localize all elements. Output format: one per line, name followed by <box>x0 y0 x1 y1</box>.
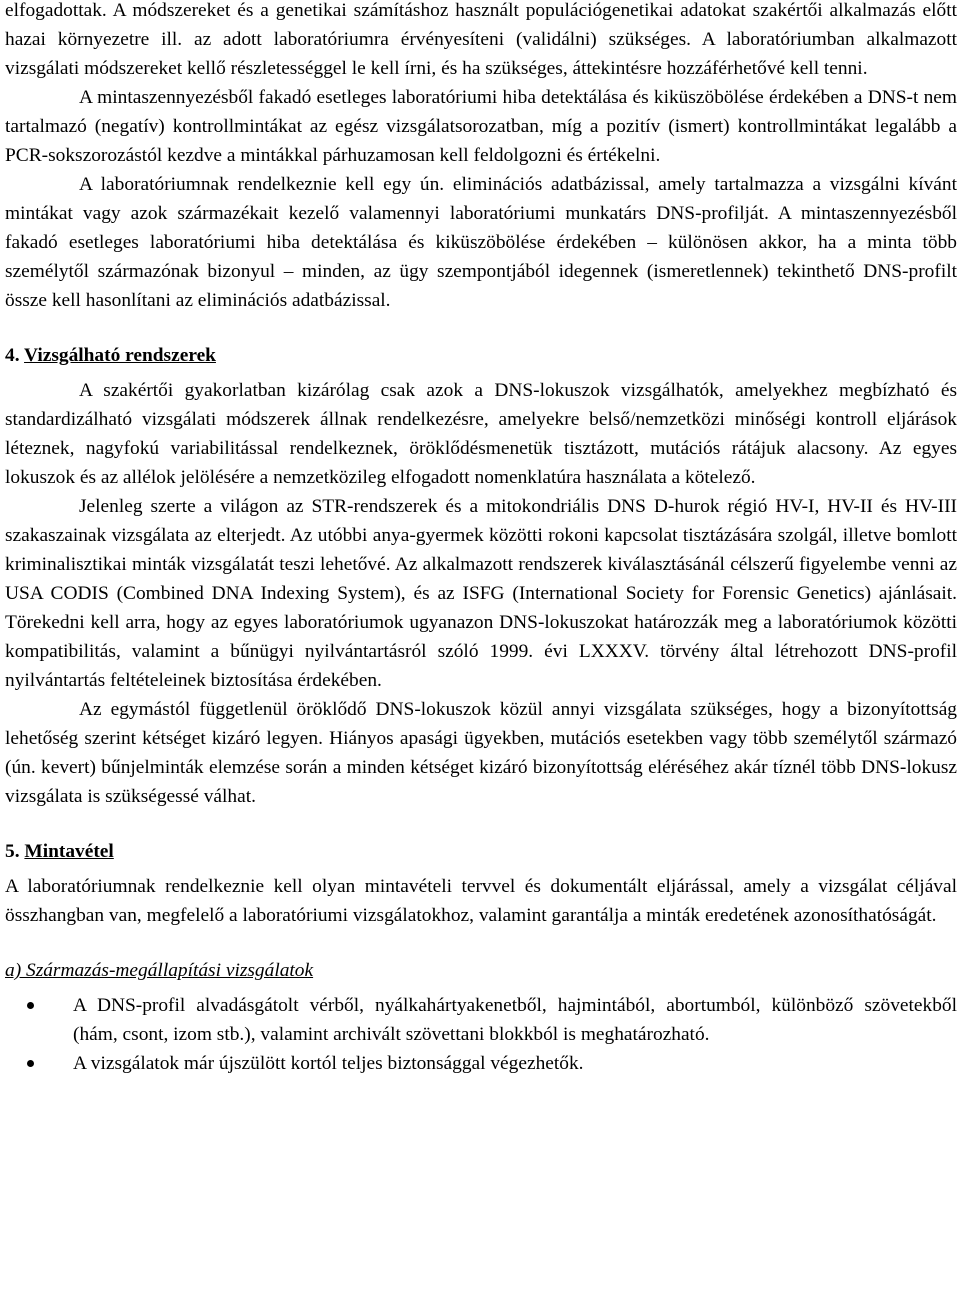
subsection-a-heading: a) Származás-megállapítási vizsgálatok <box>5 960 314 981</box>
spacer <box>5 811 957 837</box>
paragraph-contamination-controls: A mintaszennyezésből fakadó esetleges laboratóriumi hiba detektálása és kiküszöbölése érdekében a DNS-t nem tartalmazó (negatív) kontrollmintákat az egész vizsgálatsorozatban, míg a pozitív (ismert) kontrollmintákat legalább a PCR-sokszorozástól kezdve a mintákkal párhuzamosan kell feldolgozni és értékelni. <box>5 87 957 166</box>
paragraph-str-systems: Jelenleg szerte a világon az STR-rendszerek és a mitokondriális DNS D-hurok régió HV-I, HV-II és HV-III szakaszainak vizsgálata az elterjedt. Az utóbbi anya-gyermek közötti rokoni kapcsolat tisztázására szolgál, illetve bomlott kriminalisztikai minták vizsgálatát teszi lehetővé. Az alkalmazott rendszerek kiválasztásánál célszerű figyelembe venni az USA CODIS (Combined DNA Indexing System), és az ISFG (International Society for Forensic Genetics) ajánlásait. Törekedni kell arra, hogy az egyes laboratóriumok ugyanazon DNS-lokuszokat határozzák meg a laboratóriumok közötti kompatibilitás, valamint a bűnügyi nyilvántartásról szóló 1999. évi LXXXV. törvény által létrehozott DNS-profil nyilvántartás feltételeinek biztosítása érdekében. <box>5 496 957 691</box>
section-5-number: 5. <box>5 841 20 862</box>
paragraph-elimination-database: A laboratóriumnak rendelkeznie kell egy ún. eliminációs adatbázissal, amely tartalmazza a vizsgálni kívánt mintákat vagy azok származékait kezelő valamennyi laboratóriumi munkatárs DNS-profilját. A mintaszennyezésből fakadó esetleges laboratóriumi hiba detektálása és kiküszöbölése érdekében – különösen akkor, ha a minta több személytől származónak bizonyul – minden, az ügy szempontjából idegennek (ismeretlennek) tekinthető DNS-profilt össze kell hasonlítani az eliminációs adatbázissal. <box>5 174 957 311</box>
section-5-title: Mintavétel <box>24 841 114 862</box>
section-4-heading <box>5 341 957 370</box>
section-4-title: Vizsgálható rendszerek <box>24 345 216 366</box>
paragraph-independent-loci: Az egymástól függetlenül öröklődő DNS-lokuszok közül annyi vizsgálata szükséges, hogy a bizonyítottság lehetőség szerint kétséget kizáró legyen. Hiányos apasági ügyekben, mutációs esetekben vagy több személytől származó (ún. kevert) bűnjelminták elemzése során a minden kétséget kizáró bizonyítottság eléréséhez akár tíznél több DNS-lokusz vizsgálata is szükségessé válhat. <box>5 699 957 807</box>
document-page <box>5 0 957 1078</box>
bullet-list <box>5 991 957 1078</box>
paragraph-validation: elfogadottak. A módszereket és a genetikai számításhoz használt populációgenetikai adatokat szakértői alkalmazás előtt hazai környezetre ill. az adott laboratóriumra érvényesíteni (validálni) szükséges. A laboratóriumban alkalmazott vizsgálati módszereket kellő részletességgel le kell írni, és ha szükséges, áttekintésre hozzáférhetővé kell tenni. <box>5 0 957 79</box>
spacer <box>5 315 957 341</box>
list-item-text: A vizsgálatok már újszülött kortól teljes biztonsággal végezhetők. <box>73 1053 584 1074</box>
list-item <box>5 991 957 1049</box>
section-4-number: 4. <box>5 345 20 366</box>
paragraph-testable-loci: A szakértői gyakorlatban kizárólag csak azok a DNS-lokuszok vizsgálhatók, amelyekhez megbízható és standardizálható vizsgálati módszerek állnak rendelkezésre, amelyekre belső/nemzetközi minőségi kontroll eljárások léteznek, nagyfokú variabilitással rendelkeznek, öröklődésmenetük tisztázott, mutációs rátájuk alacsony. Az egyes lokuszok és az allélok jelölésére a nemzetközileg elfogadott nomenklatúra használata a kötelező. <box>5 380 957 488</box>
bullet-icon <box>27 1060 34 1067</box>
section-5-heading <box>5 837 957 866</box>
paragraph-sampling-plan: A laboratóriumnak rendelkeznie kell olyan mintavételi tervvel és dokumentált eljárással, amely a vizsgálat céljával összhangban van, megfelelő a laboratóriumi vizsgálatokhoz, valamint garantálja a minták eredetének azonosíthatóságát. <box>5 876 957 926</box>
spacer <box>5 930 957 956</box>
list-item-text: A DNS-profil alvadásgátolt vérből, nyálkahártyakenetből, hajmintából, abortumból, különböző szövetekből (hám, csont, izom stb.), valamint archivált szövettani blokkból is meghatározható. <box>73 995 957 1045</box>
bullet-icon <box>27 1002 34 1009</box>
list-item <box>5 1049 957 1078</box>
